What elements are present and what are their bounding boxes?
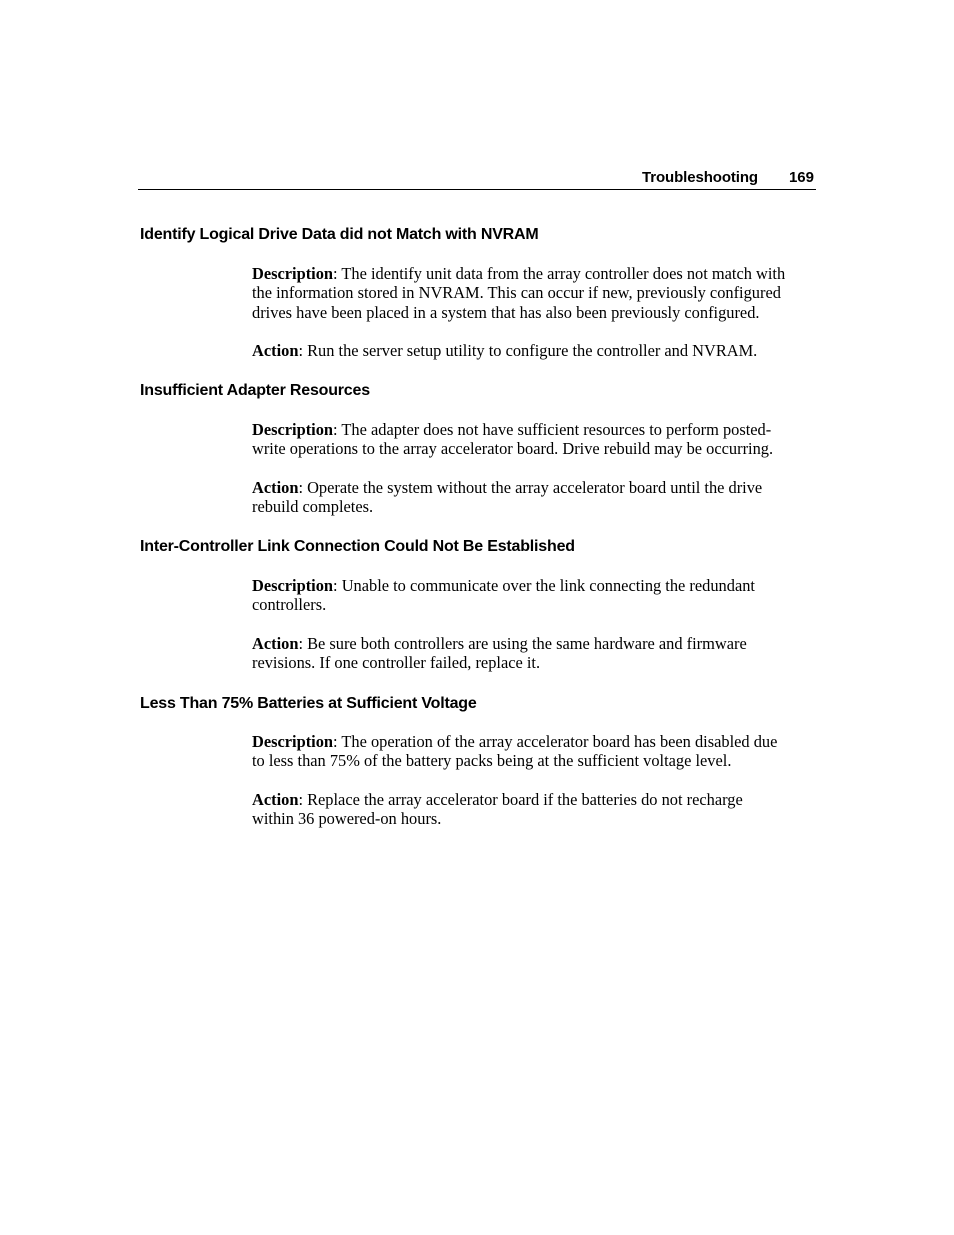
description-paragraph (252, 264, 822, 322)
text-line: revisions. If one controller failed, replace it. (252, 653, 541, 673)
action-label: Action (252, 341, 299, 360)
text-line: to less than 75% of the battery packs being at the sufficient voltage level. (252, 751, 732, 771)
text-line: Description: Unable to communicate over the link connecting the redundant (252, 576, 755, 595)
description-label: Description (252, 732, 334, 751)
action-paragraph (252, 790, 822, 829)
description-label: Description (252, 420, 334, 439)
description-label: Description (252, 264, 334, 283)
text-line: within 36 powered-on hours. (252, 809, 442, 829)
section-heading: Insufficient Adapter Resources (140, 382, 370, 399)
chapter-title: Troubleshooting (642, 169, 758, 186)
text-line: controllers. (252, 595, 327, 615)
section-heading: Inter-Controller Link Connection Could Not Be Established (140, 538, 575, 555)
description-paragraph (252, 576, 822, 615)
text-line: the information stored in NVRAM. This can occur if new, previously configured (252, 283, 781, 303)
action-label: Action (252, 634, 299, 653)
action-label: Action (252, 790, 299, 809)
section-heading: Less Than 75% Batteries at Sufficient Voltage (140, 695, 477, 712)
page-number: 169 (788, 169, 814, 186)
description-label: Description (252, 576, 334, 595)
running-header (138, 168, 816, 190)
text-line: Action: Be sure both controllers are using the same hardware and firmware (252, 634, 747, 653)
action-paragraph (252, 478, 822, 517)
text-line: drives have been placed in a system that has also been previously configured. (252, 302, 760, 322)
text-line: Description: The identify unit data from the array controller does not match with (252, 264, 786, 283)
description-paragraph (252, 420, 822, 459)
section-heading: Identify Logical Drive Data did not Match with NVRAM (140, 226, 539, 243)
action-paragraph (252, 634, 822, 673)
description-paragraph (252, 732, 822, 771)
text-line: Action: Operate the system without the array accelerator board until the drive (252, 478, 763, 497)
text-line: write operations to the array accelerator board. Drive rebuild may be occurring. (252, 439, 774, 459)
action-label: Action (252, 478, 299, 497)
action-paragraph (252, 341, 822, 360)
text-line: Description: The operation of the array accelerator board has been disabled due (252, 732, 778, 751)
text-line: Action: Run the server setup utility to configure the controller and NVRAM. (252, 341, 758, 360)
text-line: rebuild completes. (252, 497, 374, 517)
text-line: Action: Replace the array accelerator board if the batteries do not recharge (252, 790, 743, 809)
text-line: Description: The adapter does not have sufficient resources to perform posted- (252, 420, 772, 439)
